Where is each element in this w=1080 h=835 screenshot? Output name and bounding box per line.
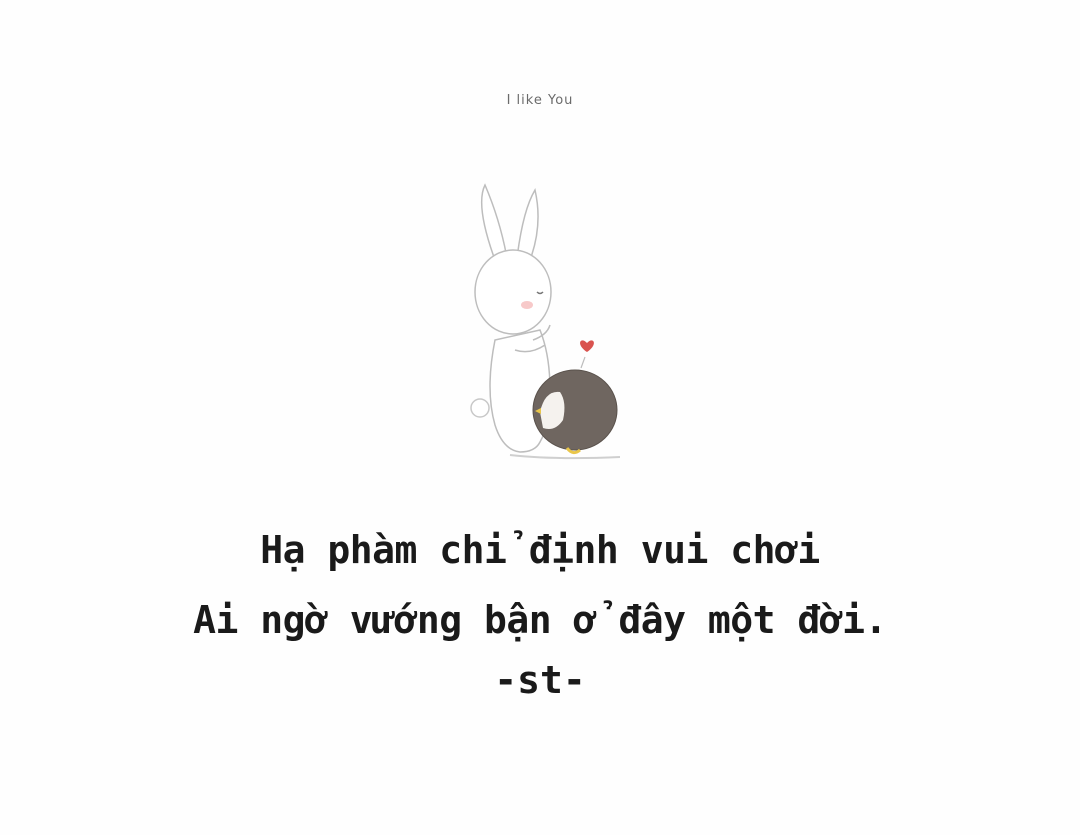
quote-line-1: Hạ phàm chỉ định vui chơi xyxy=(260,528,820,572)
rabbit-ear-right xyxy=(517,190,538,260)
rabbit-ear-left xyxy=(482,185,507,260)
heart-stem xyxy=(581,357,585,368)
handwritten-caption: I like You xyxy=(506,93,574,108)
rabbit-blush xyxy=(521,301,533,309)
heart-icon xyxy=(580,340,594,352)
ground-line xyxy=(510,455,620,458)
rabbit-penguin-illustration xyxy=(455,180,630,465)
rabbit-head xyxy=(475,250,551,334)
quote-signature: -st- xyxy=(494,658,586,702)
rabbit-tail xyxy=(471,399,489,417)
quote-line-2: Ai ngờ vướng bận ở đây một đời. xyxy=(193,598,887,642)
